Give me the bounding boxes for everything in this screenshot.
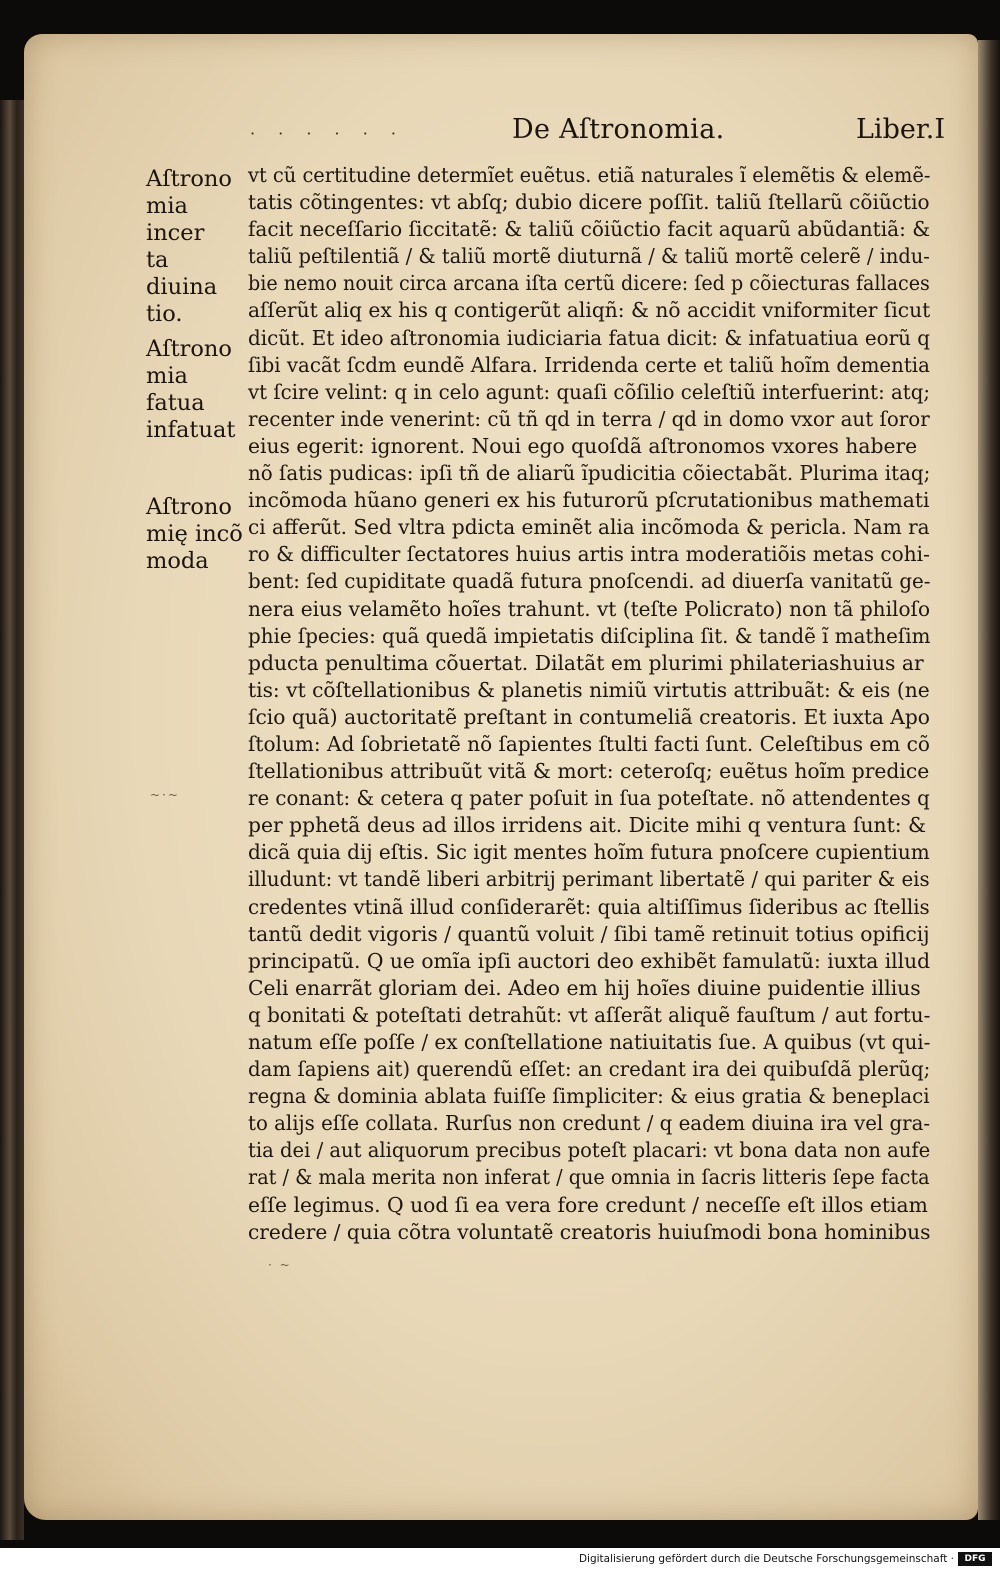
text-line: dicã quia dij eſtis. Sic igit mentes hoĩm futura pnoſcere cupientium — [248, 840, 930, 865]
text-line: vt ſcire velint: q in celo agunt: quaſi cõſilio celeſtiũ interfuerint: atq; — [248, 379, 931, 404]
page-edge — [978, 40, 1000, 1520]
text-line: facit neceſſario ſiccitatẽ: & taliũ cõiũctio facit aquarũ abũdantiã: & — [248, 217, 931, 242]
text-line: taliũ peſtilentiã / & taliũ mortẽ diuturnã / & taliũ mortẽ celerẽ / indu- — [248, 244, 930, 269]
folio-label: Liber.I — [856, 114, 946, 145]
text-line: per pphetã deus ad illos irridens ait. Dicite mihi q ventura ſunt: & — [248, 813, 927, 838]
margin-note-line: mia fatua — [146, 363, 205, 416]
margin-note-line: Aſtrono — [146, 166, 232, 192]
text-line: bent: ſed cupiditate quadã futura pnoſcendi. ad diuerſa vanitatũ ge- — [248, 569, 931, 594]
margin-note-line: ta diuina — [146, 247, 218, 300]
text-line: tantũ dedit vigoris / quantũ voluit / ſibi tamẽ retinuit totius opificij — [248, 921, 930, 946]
margin-note-line: mię incõ — [146, 521, 243, 547]
text-line: phie ſpecies: quã quedã impietatis diſciplina ſit. & tandẽ ĩ matheſim — [248, 623, 931, 648]
margin-note-line: infatuat — [146, 417, 236, 443]
text-line: ſtolum: Ad ſobrietatẽ nõ ſapientes ſtulti facti ſunt. Celeſtibus em cõ — [248, 731, 930, 756]
text-line: ro & difficulter ſectatores huius artis intra moderatiõis metas cohi- — [248, 542, 930, 567]
text-line: re conant: & cetera q pater poſuit in ſua poteſtate. nõ attendentes q — [248, 786, 930, 811]
margin-note-line: moda — [146, 548, 209, 574]
text-line: ſtellationibus attribuũt vitã & mort: ceteroſq; euẽtus hoĩm predice — [248, 759, 930, 784]
text-line: pducta penultima cõuertat. Dilatãt em plurimi philateriashuius ar — [248, 650, 924, 675]
text-line: principatũ. Q ue omĩa ipſi auctori deo exhibẽt famulatũ: iuxta illud — [248, 948, 931, 973]
margin-note-2 — [146, 336, 246, 444]
margin-note-line: tio. — [146, 301, 183, 327]
text-line: ci afferũt. Sed vltra pdicta eminẽt alia incõmoda & pericla. Nam ra — [248, 515, 930, 540]
body-text — [248, 162, 930, 1246]
margin-note-line: Aſtrono — [146, 336, 232, 362]
text-line: incõmoda hũano generi ex his futurorũ pſcrutationibus mathemati — [248, 488, 930, 513]
text-line: bie nemo nouit circa arcana iſta certũ dicere: ſed p cõiecturas fallaces — [248, 271, 930, 296]
ink-smudge: · ~ — [268, 1258, 292, 1272]
text-line: natum eſſe poſſe / ex conſtellatione natiuitatis ſue. A quibus (vt qui- — [248, 1030, 931, 1054]
text-line: nõ ſatis pudicas: ipſi tñ de aliarũ ĩpudicitia cõiectabãt. Plurima itaq; — [248, 461, 931, 486]
text-line: ſcio quã) auctoritatẽ preſtant in contumeliã creatoris. Et iuxta Apo — [248, 704, 930, 729]
text-line: illudunt: vt tandẽ liberi arbitrij perimant libertatẽ / qui pariter & eis — [248, 867, 930, 892]
margin-note-1 — [146, 166, 246, 328]
dfg-logo: DFG — [958, 1552, 992, 1566]
digitization-credit: Digitalisierung gefördert durch die Deutsche Forschungsgemeinschaft · — [578, 1553, 954, 1565]
text-line: credere / quia cõtra voluntatẽ creatoris huiuſmodi bona hominibus — [248, 1219, 931, 1244]
text-line: rat / & mala merita non inferat / que omnia in ſacris litteris ſepe facta — [248, 1165, 930, 1190]
text-line: nera eius velamẽto hoĩes trahunt. vt (teſte Policrato) non tã philoſo — [248, 596, 931, 621]
text-line: aſſerũt aliq ex his q contigerũt aliqñ: & nõ accidit vniformiter ſicut — [248, 298, 931, 323]
text-line: q bonitati & poteſtati detrahũt: vt aſſerãt aliquẽ fauſtum / aut fortu- — [248, 1002, 931, 1027]
text-line: eſſe legimus. Q uod ſi ea vera fore credunt / neceſſe eſt illos etiam — [248, 1192, 928, 1217]
text-line: recenter inde venerint: cũ tñ qd in terra / qd in domo vxor aut ſoror — [248, 406, 930, 431]
text-line: vt cũ certitudine determĩet euẽtus. etiã naturales ĩ elemẽtis & elemẽ- — [248, 163, 931, 187]
book-spine — [0, 100, 24, 1540]
text-line: credentes vtinã illud conſiderarẽt: quia altiſſimus ſideribus ac ſtellis — [248, 894, 930, 919]
running-head: De Aſtronomia. — [512, 114, 725, 145]
margin-note-line: Aſtrono — [146, 494, 232, 520]
text-line: ſibi vacãt ſcdm eundẽ Alfara. Irridenda certe et taliũ hoĩm dementia — [248, 352, 930, 377]
text-line: Celi enarrãt gloriam dei. Adeo em hij hoĩes diuine puidentie illius — [248, 975, 921, 1000]
text-line: tia dei / aut aliquorum precibus poteſt placari: vt bona data non aufe — [248, 1138, 931, 1163]
ink-smudge: ~·~ — [150, 788, 180, 802]
header-dots: · · · · · · — [250, 124, 405, 143]
text-line: eius egerit: ignorent. Noui ego quoſdã aſtronomos vxores habere — [248, 433, 918, 458]
text-line: tis: vt cõſtellationibus & planetis nimiũ virtutis attribuãt: & eis (ne — [248, 677, 930, 702]
margin-note-3 — [146, 494, 246, 575]
text-line: dam ſapiens ait) querendũ eſſet: an credant ira dei quibuſdã plerũq; — [248, 1057, 931, 1082]
text-line: tatis cõtingentes: vt abſq; dubio dicere poſſit. taliũ ſtellarũ cõiũctio — [248, 190, 930, 215]
margin-note-line: mia incer — [146, 193, 205, 246]
text-line: regna & dominia ablata fuiſſe ſimpliciter: & eius gratia & beneplaci — [248, 1084, 930, 1109]
text-line: to alijs eſſe collata. Rurſus non credunt / q eadem diuina ira vel gra- — [248, 1111, 931, 1136]
text-line: dicũt. Et ideo aſtronomia iudiciaria fatua dicit: & infatuatiua eorũ q — [248, 325, 931, 350]
